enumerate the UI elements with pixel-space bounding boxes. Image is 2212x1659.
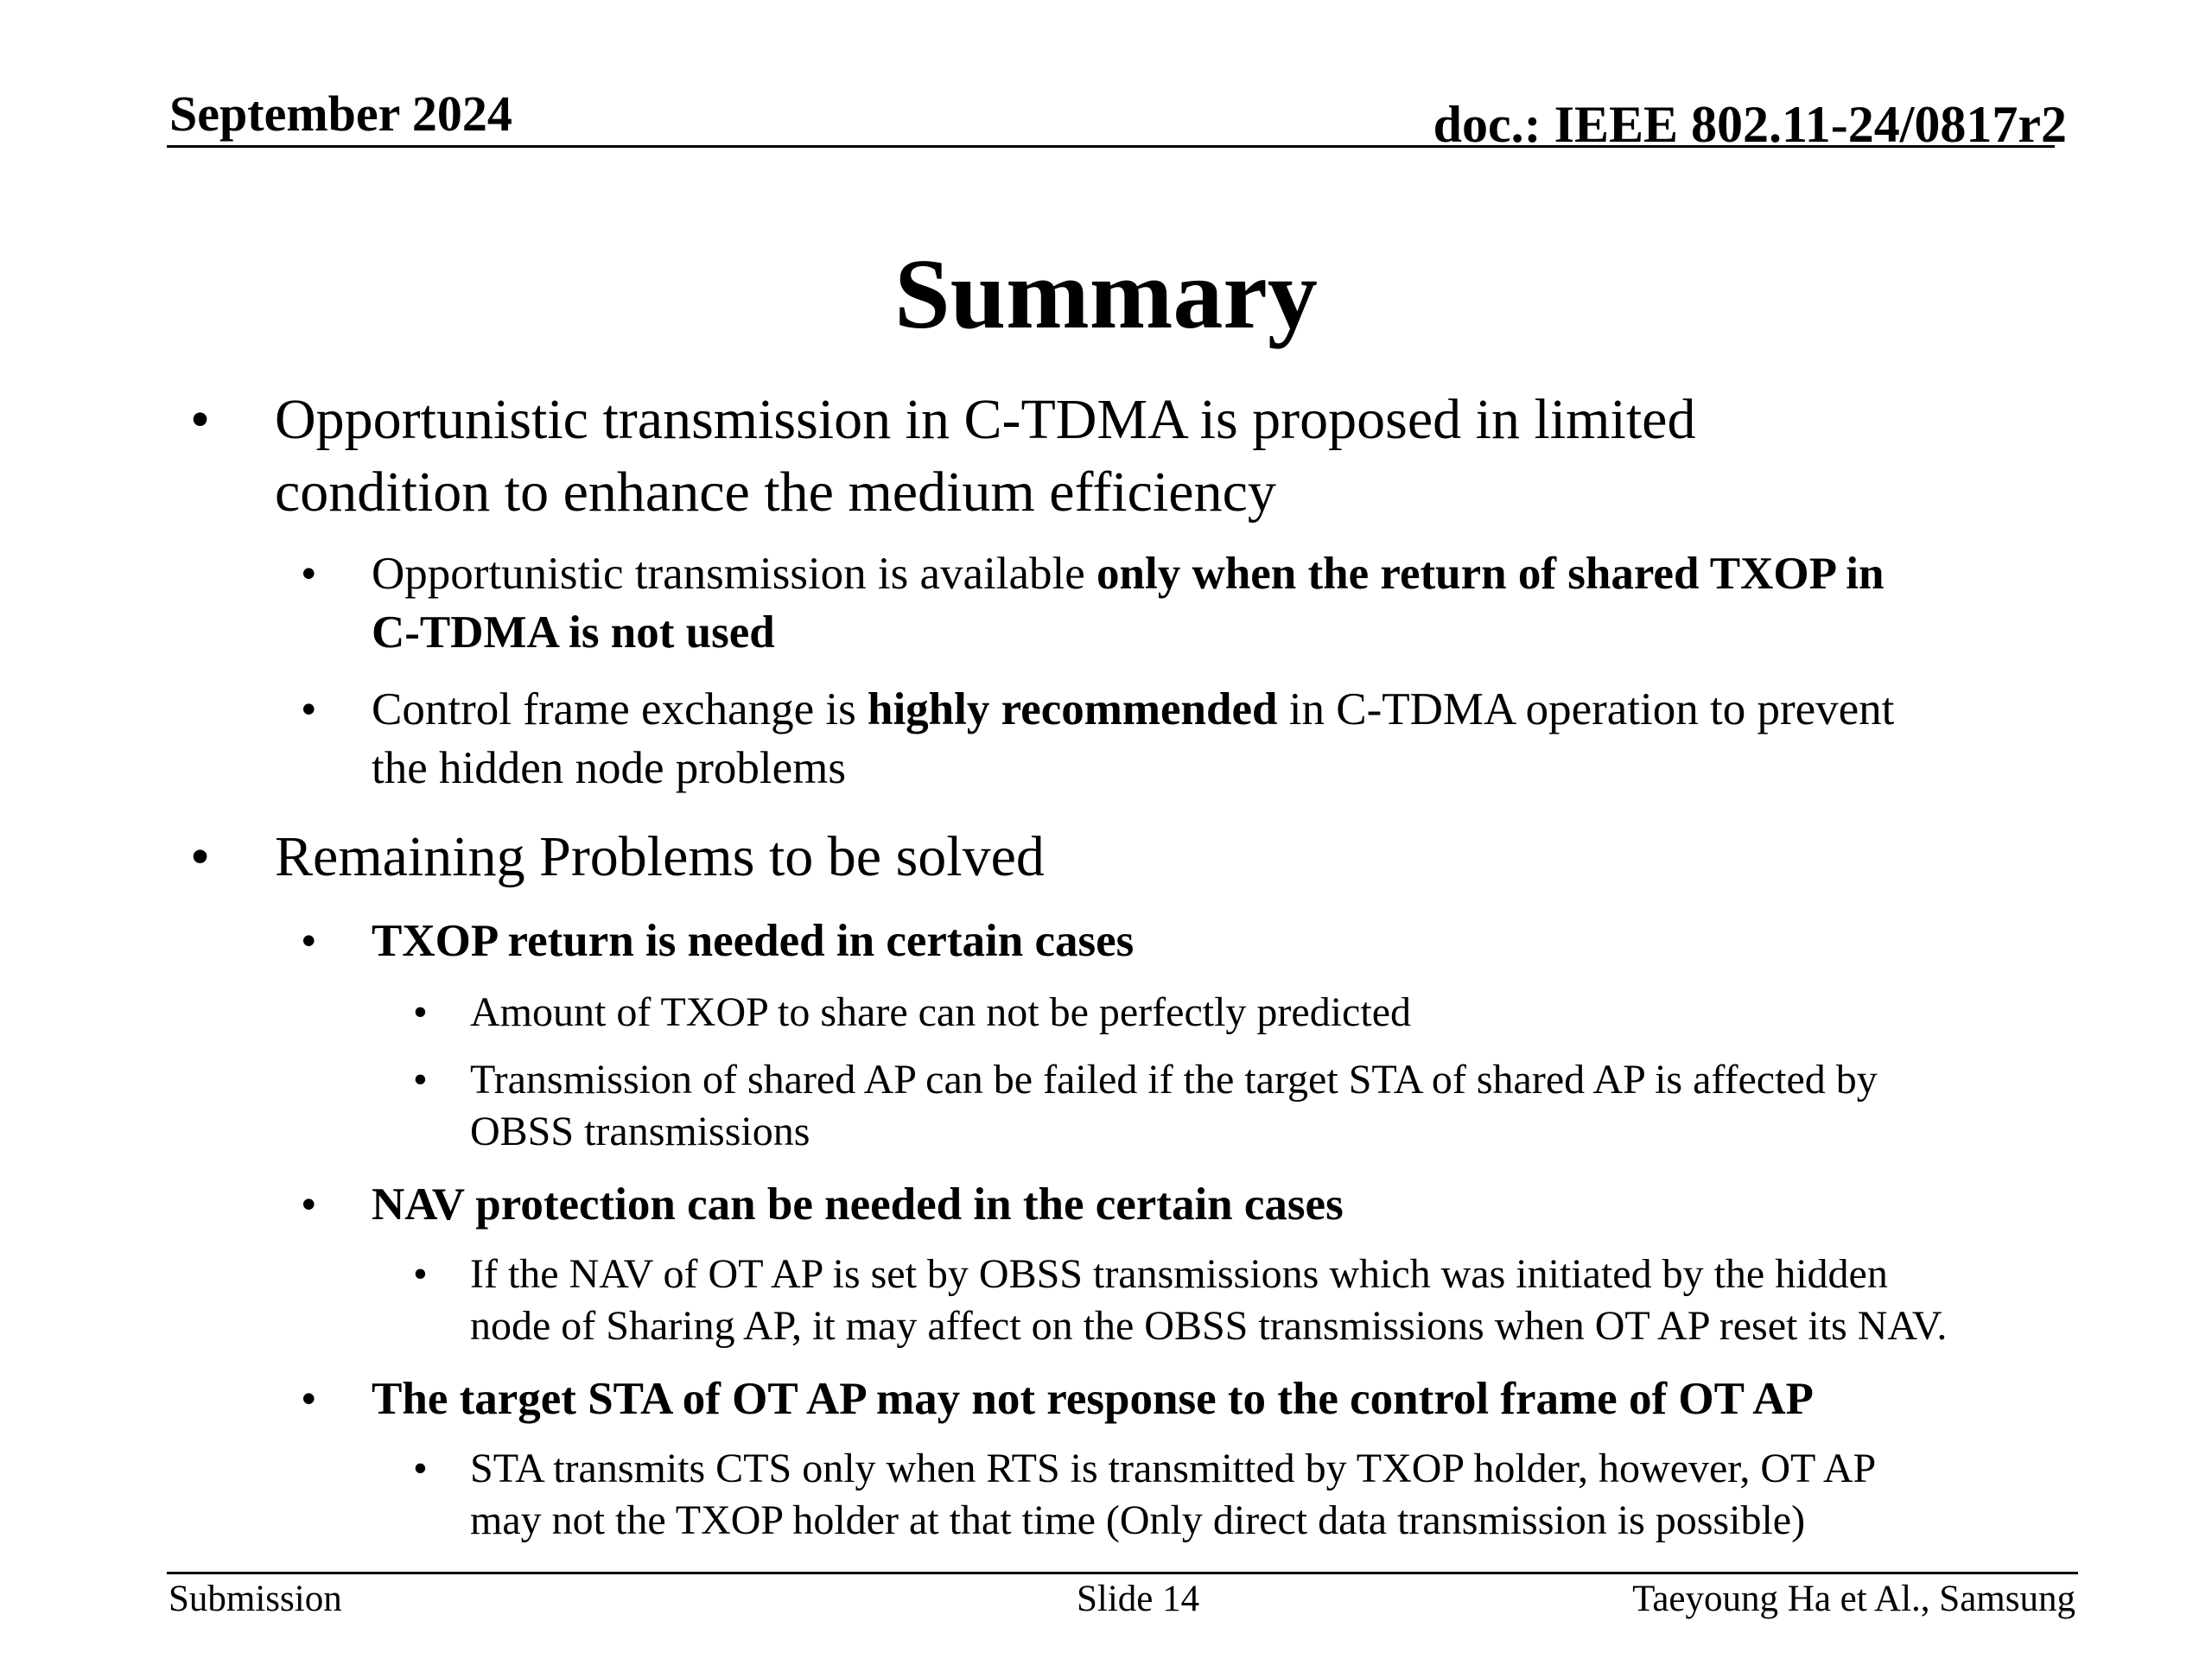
bullet-2-1-2-line-1: Transmission of shared AP can be failed if the target STA of shared AP is affected by [470,1057,1878,1103]
bullet-2-3-1-line-1: STA transmits CTS only when RTS is transmitted by TXOP holder, however, OT AP [470,1446,1877,1491]
bullet-1-1-emphasis: only when the return of shared TXOP in [1096,549,1885,599]
bullet-2-1-1-line-1: Amount of TXOP to share can not be perfectly predicted [470,989,1411,1035]
bullet-2-1-line-1 [372,912,1134,970]
bullet-2-1-2-line-2: OBSS transmissions [470,1109,810,1154]
bullet-marker: • [413,1057,428,1103]
bullet-2-2-emphasis: NAV protection can be needed in the certain cases [372,1179,1344,1230]
bullet-1-2-line-2: the hidden node problems [372,743,847,793]
bullet-1-2-text-post: in C-TDMA operation to prevent [1277,684,1895,734]
bullet-1-1-text: Opportunistic transmission is available [372,549,1097,599]
bullet-2-2-1-line-2: node of Sharing AP, it may affect on the OBSS transmissions when OT AP reset its NAV. [470,1303,1948,1349]
bullet-2-3-1-line-2: may not the TXOP holder at that time (Only direct data transmission is possible) [470,1497,1806,1543]
bullet-2-2-line-1 [372,1175,1344,1234]
bullet-marker: • [190,825,211,888]
bullet-2-1-emphasis: TXOP return is needed in certain cases [372,916,1135,966]
bullet-marker: • [301,1374,317,1424]
bullet-marker: • [413,1251,428,1297]
footer-submission: Submission [168,1579,342,1619]
bullet-marker: • [413,989,428,1035]
bullet-1-2-line-1 [372,680,1894,739]
bullet-1-line-2: condition to enhance the medium efficiency [275,461,1276,524]
bullet-2-3-emphasis: The target STA of OT AP may not response to the control frame of OT AP [372,1374,1814,1424]
bullet-2-2-1-line-1: If the NAV of OT AP is set by OBSS transmissions which was initiated by the hidden [470,1251,1888,1297]
header-doc-id: doc.: IEEE 802.11-24/0817r2 [1433,96,2067,153]
slide-title: Summary [894,239,1318,350]
bullet-marker: • [190,388,211,451]
bullet-marker: • [301,1179,317,1230]
footer-divider [167,1572,2078,1574]
bullet-1-2-text-pre: Control frame exchange is [372,684,868,734]
bullet-1-1-line-1 [372,544,1884,603]
bullet-marker: • [301,684,317,734]
bullet-marker: • [413,1446,428,1491]
bullet-1-1-emphasis-cont: C-TDMA is not used [372,607,775,658]
header-date: September 2024 [169,86,512,142]
bullet-1-line-1: Opportunistic transmission in C-TDMA is proposed in limited [275,388,1696,451]
bullet-2-3-line-1 [372,1370,1814,1428]
bullet-1-1-line-2 [372,603,775,662]
footer-slide-number: Slide 14 [1077,1579,1200,1619]
header-divider [167,145,2055,148]
bullet-1-2-emphasis: highly recommended [867,684,1278,734]
bullet-marker: • [301,549,317,599]
bullet-2-line-1: Remaining Problems to be solved [275,825,1045,888]
bullet-marker: • [301,916,317,966]
footer-author: Taeyoung Ha et Al., Samsung [1632,1579,2075,1619]
